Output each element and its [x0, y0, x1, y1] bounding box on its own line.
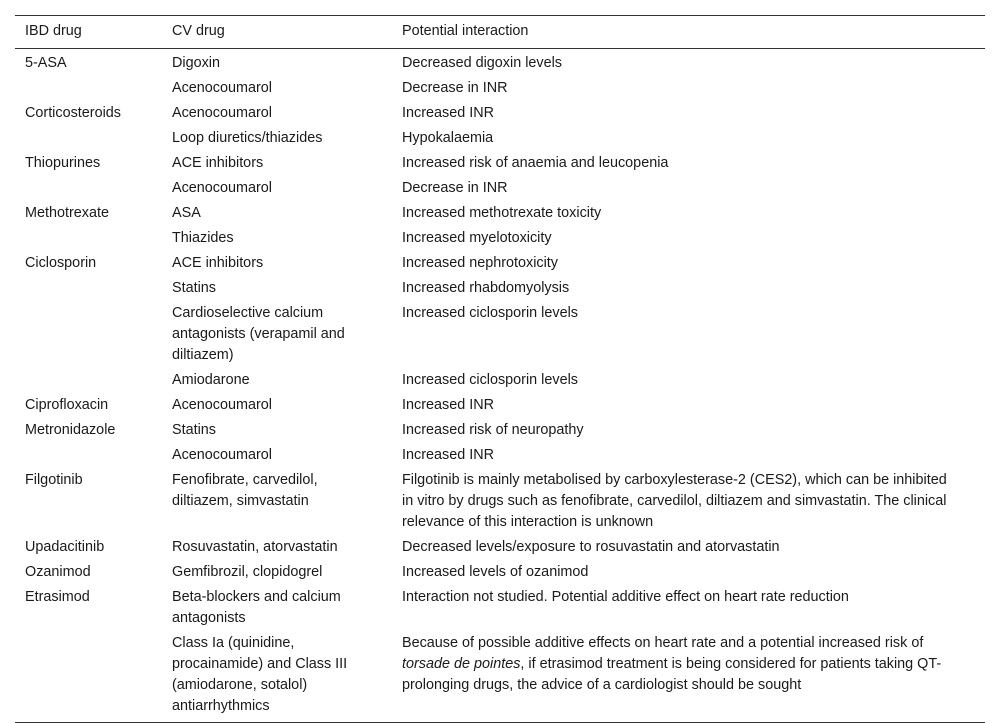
- cv-drug-cell: Statins: [172, 422, 216, 438]
- cv-drug-cell: Acenocoumarol: [172, 80, 272, 96]
- ibd-drug-cell: [15, 76, 162, 101]
- interaction-table: [15, 15, 985, 723]
- header-cv-drug: CV drug: [172, 23, 225, 39]
- header-row: [15, 16, 985, 49]
- interaction-text-after: , if etrasimod treatment is being considered for patients taking QT-prolonging drugs, the advice of a cardiologist should be sought: [402, 656, 942, 693]
- interaction-cell: Decreased digoxin levels: [402, 55, 562, 71]
- ibd-drug-cell: Thiopurines: [25, 155, 101, 171]
- interaction-cell: Increased ciclosporin levels: [402, 305, 578, 321]
- cv-drug-cell: Amiodarone: [172, 372, 250, 388]
- ibd-drug-cell: [15, 176, 162, 201]
- cv-drug-cell: Digoxin: [172, 55, 220, 71]
- cv-drug-cell: Gemfibrozil, clopidogrel: [172, 564, 323, 580]
- table-row: [15, 468, 985, 535]
- interaction-cell: Decreased levels/exposure to rosuvastatin and atorvastatin: [402, 539, 780, 555]
- interaction-cell: Increased risk of neuropathy: [402, 422, 584, 438]
- cv-drug-cell: Class Ia (quinidine, procainamide) and Class III (amiodarone, sotalol) antiarrhythmics: [172, 635, 348, 714]
- table-row: [15, 126, 985, 151]
- interaction-cell: Increased myelotoxicity: [402, 230, 552, 246]
- table-row: [15, 226, 985, 251]
- table-row: [15, 201, 985, 226]
- interaction-text-before: Because of possible additive effects on heart rate and a potential increased risk of: [402, 635, 924, 651]
- ibd-drug-cell: Ciclosporin: [25, 255, 97, 271]
- table-row: [15, 101, 985, 126]
- interaction-cell: Decrease in INR: [402, 80, 508, 96]
- cv-drug-cell: Loop diuretics/thiazides: [172, 130, 323, 146]
- table-row: [15, 176, 985, 201]
- interaction-cell: Increased levels of ozanimod: [402, 564, 589, 580]
- table-row: [15, 301, 985, 368]
- ibd-drug-cell: [15, 631, 162, 723]
- ibd-drug-cell: Metronidazole: [25, 422, 116, 438]
- table-row: [15, 276, 985, 301]
- cv-drug-cell: Rosuvastatin, atorvastatin: [172, 539, 338, 555]
- cv-drug-cell: ASA: [172, 205, 201, 221]
- interaction-cell: Interaction not studied. Potential additive effect on heart rate reduction: [402, 589, 849, 605]
- table-row: [15, 631, 985, 723]
- ibd-drug-cell: [15, 226, 162, 251]
- interaction-text-italic: torsade de pointes: [402, 656, 521, 672]
- ibd-drug-cell: 5-ASA: [25, 55, 67, 71]
- table-row: [15, 251, 985, 276]
- ibd-drug-cell: Ozanimod: [25, 564, 91, 580]
- ibd-drug-cell: Ciprofloxacin: [25, 397, 109, 413]
- table-row: [15, 418, 985, 443]
- interaction-cell: Decrease in INR: [402, 180, 508, 196]
- interaction-cell: Increased methotrexate toxicity: [402, 205, 602, 221]
- ibd-drug-cell: Corticosteroids: [25, 105, 121, 121]
- ibd-drug-cell: Methotrexate: [25, 205, 109, 221]
- cv-drug-cell: Statins: [172, 280, 216, 296]
- ibd-drug-cell: [15, 276, 162, 301]
- table-row: [15, 76, 985, 101]
- header-ibd-drug: IBD drug: [25, 23, 82, 39]
- cv-drug-cell: ACE inhibitors: [172, 155, 264, 171]
- cv-drug-cell: Thiazides: [172, 230, 234, 246]
- interaction-cell: Increased INR: [402, 397, 494, 413]
- cv-drug-cell: Cardioselective calcium antagonists (verapamil and diltiazem): [172, 305, 345, 363]
- cv-drug-cell: Acenocoumarol: [172, 397, 272, 413]
- interaction-cell: Hypokalaemia: [402, 130, 494, 146]
- table-row: [15, 393, 985, 418]
- ibd-drug-cell: [15, 126, 162, 151]
- cv-drug-cell: Acenocoumarol: [172, 447, 272, 463]
- interaction-cell: Increased nephrotoxicity: [402, 255, 558, 271]
- interaction-cell: Increased rhabdomyolysis: [402, 280, 570, 296]
- cv-drug-cell: ACE inhibitors: [172, 255, 264, 271]
- ibd-drug-cell: [15, 301, 162, 368]
- table-row: [15, 49, 985, 77]
- ibd-drug-cell: Filgotinib: [25, 472, 83, 488]
- table-row: [15, 585, 985, 631]
- header-potential-interaction: Potential interaction: [402, 23, 529, 39]
- interaction-cell: Increased risk of anaemia and leucopenia: [402, 155, 669, 171]
- table-row: [15, 368, 985, 393]
- ibd-drug-cell: [15, 368, 162, 393]
- ibd-drug-cell: [15, 443, 162, 468]
- ibd-drug-cell: Upadacitinib: [25, 539, 105, 555]
- interaction-cell: [392, 631, 985, 723]
- ibd-drug-cell: Etrasimod: [25, 589, 90, 605]
- table-row: [15, 560, 985, 585]
- cv-drug-cell: Acenocoumarol: [172, 105, 272, 121]
- cv-drug-cell: Beta-blockers and calcium antagonists: [172, 589, 341, 626]
- interaction-cell: Increased INR: [402, 447, 494, 463]
- interaction-cell: Increased INR: [402, 105, 494, 121]
- table-row: [15, 443, 985, 468]
- table-body: [15, 49, 985, 723]
- cv-drug-cell: Acenocoumarol: [172, 180, 272, 196]
- table-header: [15, 16, 985, 49]
- cv-drug-cell: Fenofibrate, carvedilol, diltiazem, simvastatin: [172, 472, 318, 509]
- interaction-cell: Filgotinib is mainly metabolised by carboxylesterase-2 (CES2), which can be inhibited in vitro by drugs such as fenofibrate, carvedilol, diltiazem and simvastatin. The clinical relevance of this interaction is unknown: [402, 472, 947, 530]
- table-row: [15, 535, 985, 560]
- table-row: [15, 151, 985, 176]
- interaction-cell: Increased ciclosporin levels: [402, 372, 578, 388]
